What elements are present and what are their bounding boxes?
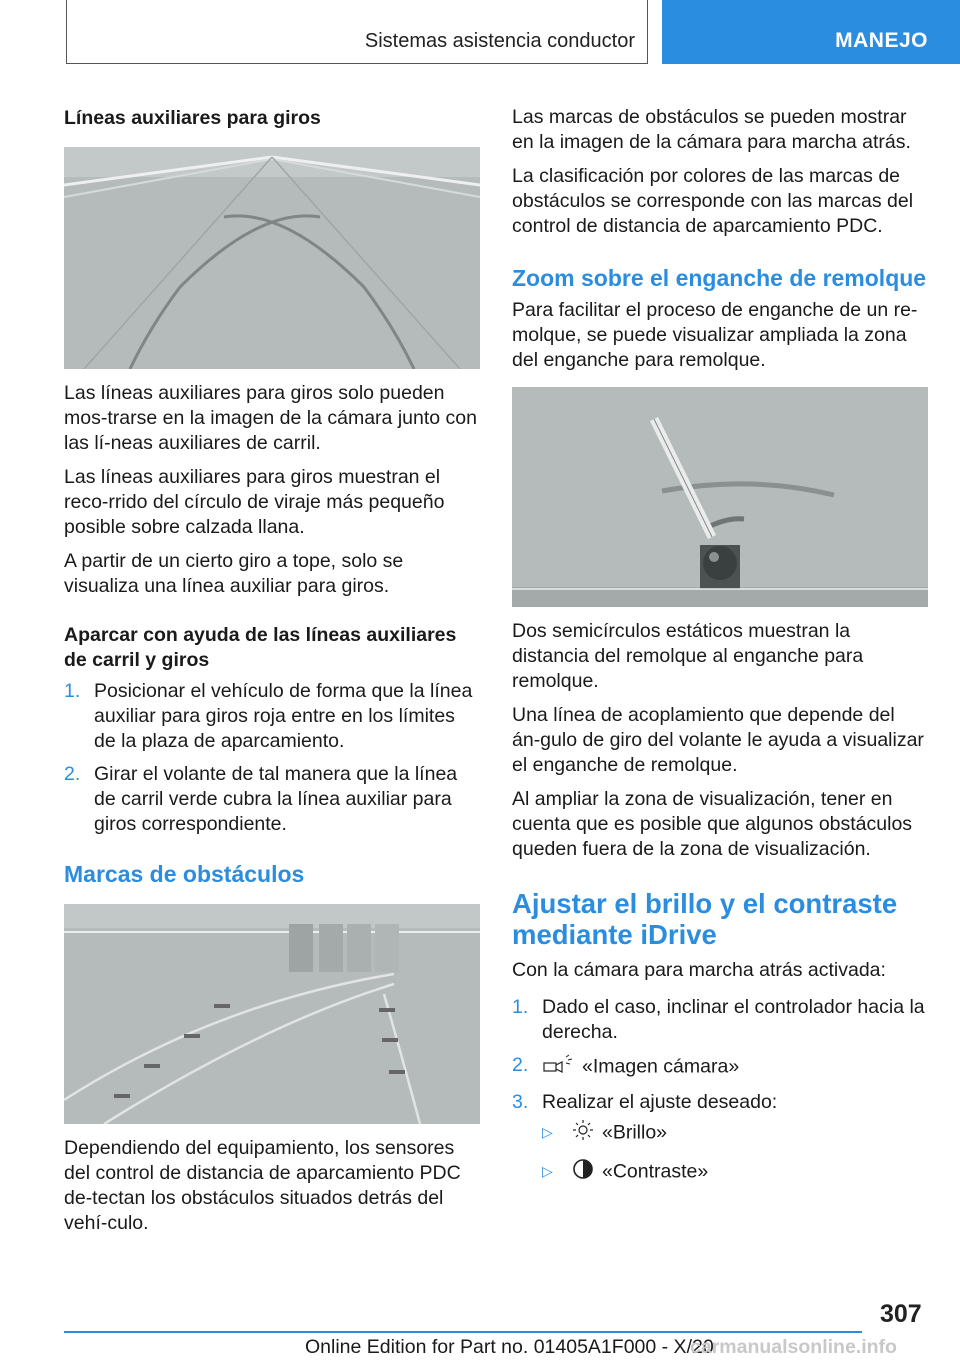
- triangle-bullet-icon: ▷: [542, 1124, 553, 1140]
- turn-lines-figure: [64, 147, 480, 369]
- turn-lines-paragraph-1: Las líneas auxiliares para giros solo pueden mos-trarse en la imagen de la cámara junto con las lí-neas auxiliares de carril.: [64, 382, 477, 454]
- brightness-steps-list: [512, 995, 928, 1187]
- footer-edition-text: Online Edition for Part no. 01405A1F000 - X/20: [305, 1336, 714, 1358]
- zoom-paragraph-3: Una línea de acoplamiento que depende del án-gulo de giro del volante le ayuda a visualizar el enganche de remolque.: [512, 704, 924, 776]
- parking-heading: Aparcar con ayuda de las líneas auxiliares de carril y giros: [64, 624, 457, 671]
- list-item: ▷ «Brillo»: [542, 1119, 928, 1148]
- brightness-options-list: [542, 1119, 928, 1187]
- obstacle-marks-figure: [64, 904, 480, 1124]
- brightness-heading: Ajustar el brillo y el contraste mediante iDrive: [512, 888, 898, 950]
- turn-lines-paragraph-2: Las líneas auxiliares para giros muestran el reco-rrido del círculo de viraje más pequeño posible sobre calzada llana.: [64, 466, 445, 538]
- page-number: 307: [880, 1300, 922, 1328]
- list-item: 1. Posicionar el vehículo de forma que la línea auxiliar para giros roja entre en los límites de la plaza de aparcamiento.: [64, 680, 473, 752]
- hitch-zoom-figure: [512, 387, 928, 607]
- zoom-heading: Zoom sobre el enganche de remolque: [512, 265, 927, 291]
- zoom-paragraph-1: Para facilitar el proceso de enganche de un re-molque, se puede visualizar ampliada la zona del enganche para remolque.: [512, 299, 918, 371]
- triangle-bullet-icon: ▷: [542, 1163, 553, 1179]
- left-column: [64, 100, 480, 1245]
- chapter-tab: [662, 0, 960, 64]
- footer-divider: [64, 1331, 862, 1333]
- list-item: ▷ «Contraste»: [542, 1158, 928, 1187]
- obstacle-paragraph-1: Dependiendo del equipamiento, los sensores del control de distancia de aparcamiento PDC de-tectan los obstáculos situados detrás del vehí-culo.: [64, 1137, 461, 1234]
- obstacle-paragraph-3: La clasificación por colores de las marcas de obstáculos se corresponde con las marcas del control de distancia de aparcamiento PDC.: [512, 165, 914, 237]
- brightness-intro: Con la cámara para marcha atrás activada:: [512, 959, 886, 981]
- brightness-icon: [572, 1119, 594, 1148]
- parking-steps-list: [64, 679, 480, 837]
- right-column: [512, 100, 928, 1197]
- watermark: carmanualsonline.info: [690, 1336, 897, 1358]
- section-title: Sistemas asistencia conductor: [364, 30, 635, 52]
- contrast-icon: [572, 1158, 594, 1187]
- list-item: 2. «Imagen cámara»: [512, 1053, 928, 1082]
- list-item: 2. Girar el volante de tal manera que la línea de carril verde cubra la línea auxiliar para giros correspondiente.: [64, 763, 458, 835]
- list-item: 1. Dado el caso, inclinar el controlador hacia la derecha.: [512, 996, 925, 1043]
- obstacle-paragraph-2: Las marcas de obstáculos se pueden mostrar en la imagen de la cámara para marcha atrás.: [512, 106, 911, 153]
- turn-lines-heading: Líneas auxiliares para giros: [64, 107, 321, 129]
- zoom-paragraph-4: Al ampliar la zona de visualización, tener en cuenta que es posible que algunos obstáculos queden fuera de la zona de visualización.: [512, 788, 913, 860]
- turn-lines-paragraph-3: A partir de un cierto giro a tope, solo se visualiza una línea auxiliar para giros.: [64, 550, 404, 597]
- header-section-box: [66, 0, 648, 64]
- obstacle-heading: Marcas de obstáculos: [64, 861, 305, 887]
- list-item: 3. Realizar el ajuste deseado: ▷ «Brillo» ▷ «Contraste»: [512, 1090, 928, 1187]
- camera-icon: [542, 1053, 574, 1082]
- zoom-paragraph-2: Dos semicírculos estáticos muestran la distancia del remolque al enganche para remolque.: [512, 620, 864, 692]
- chapter-tab-label: MANEJO: [835, 29, 928, 52]
